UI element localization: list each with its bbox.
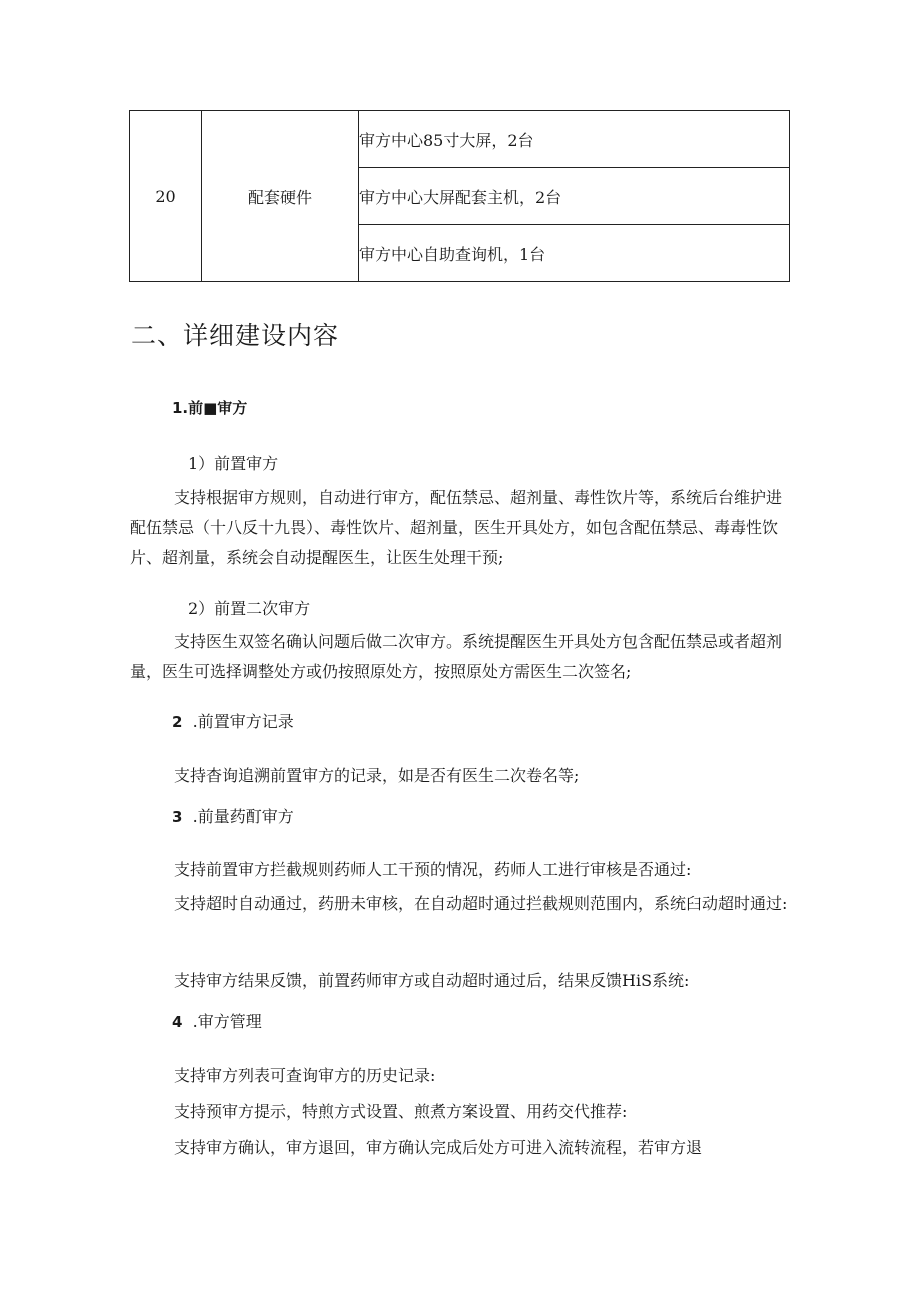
section-4-number: 4 [172, 1013, 183, 1031]
section-2-number: 2 [172, 713, 183, 731]
section-4-title-text: .审方管理 [192, 1012, 262, 1031]
subsection-2-title: 2）前置二次审方 [188, 599, 311, 618]
section-3-line-1: 支持前置审方拦截规则药师人工干预的情况，药师人工进行审核是否通过: [174, 860, 692, 879]
section-3-line-3: 支持审方结果反馈，前置药师审方或自动超时通过后，结果反馈HiS系统: [174, 971, 690, 990]
subsection-1-title: 1）前置审方 [188, 454, 279, 473]
section-4-line-1: 支持审方列表可查询审方的历史记录: [174, 1066, 436, 1085]
section-4-line-3: 支持审方确认，审方退回，审方确认完成后处方可进入流转流程，若审方退 [174, 1138, 703, 1157]
subsection-1-body: 支持根据审方规则，自动进行审方，配伍禁忌、超剂量、毒性饮片等，系统后台维护进配伍禁忌（十八反十九畏）、毒性饮片、超剂量，医生开具处方，如包含配伍禁忌、毒毒性饮片、超剂量，系统会自动提醒医生，让医生处理干预; [130, 488, 783, 567]
section-4-title [172, 1009, 262, 1032]
section-2-title [172, 709, 294, 732]
section-1-title-text: 1.前■审方 [172, 399, 248, 417]
table-item: 审方中心自助查询机，1台 [359, 225, 790, 282]
table-item: 审方中心大屏配套主机，2台 [359, 168, 790, 225]
subsection-2-body: 支持医生双签名确认问题后做二次审方。系统提醒医生开具处方包含配伍禁忌或者超剂量，医生可选择调整处方或仍按照原处方，按照原处方需医生二次签名; [130, 632, 783, 681]
section-3-title-text: .前量药酊审方 [192, 807, 294, 826]
section-3-number: 3 [172, 808, 183, 826]
table-item: 审方中心85寸大屏，2台 [359, 111, 790, 168]
row-category: 配套硬件 [202, 111, 359, 282]
section-2-body: 支持杳询追溯前置审方的记录，如是否有医生二次卷名等; [174, 766, 580, 785]
row-number: 20 [130, 111, 202, 282]
section-1-title [172, 397, 247, 418]
section-3-line-2: 支持超时自动通过，药册未审核，在自动超时通过拦截规则范围内，系统臼动超时通过: [174, 894, 788, 913]
section-4-line-2: 支持预审方提示，特煎方式设置、煎煮方案设置、用药交代推荐: [174, 1102, 628, 1121]
section-3-title [172, 804, 294, 827]
section-2-title-text: .前置审方记录 [192, 712, 294, 731]
hardware-table [129, 110, 790, 282]
table-row [130, 111, 790, 168]
section-heading: 二、详细建设内容 [131, 321, 340, 350]
